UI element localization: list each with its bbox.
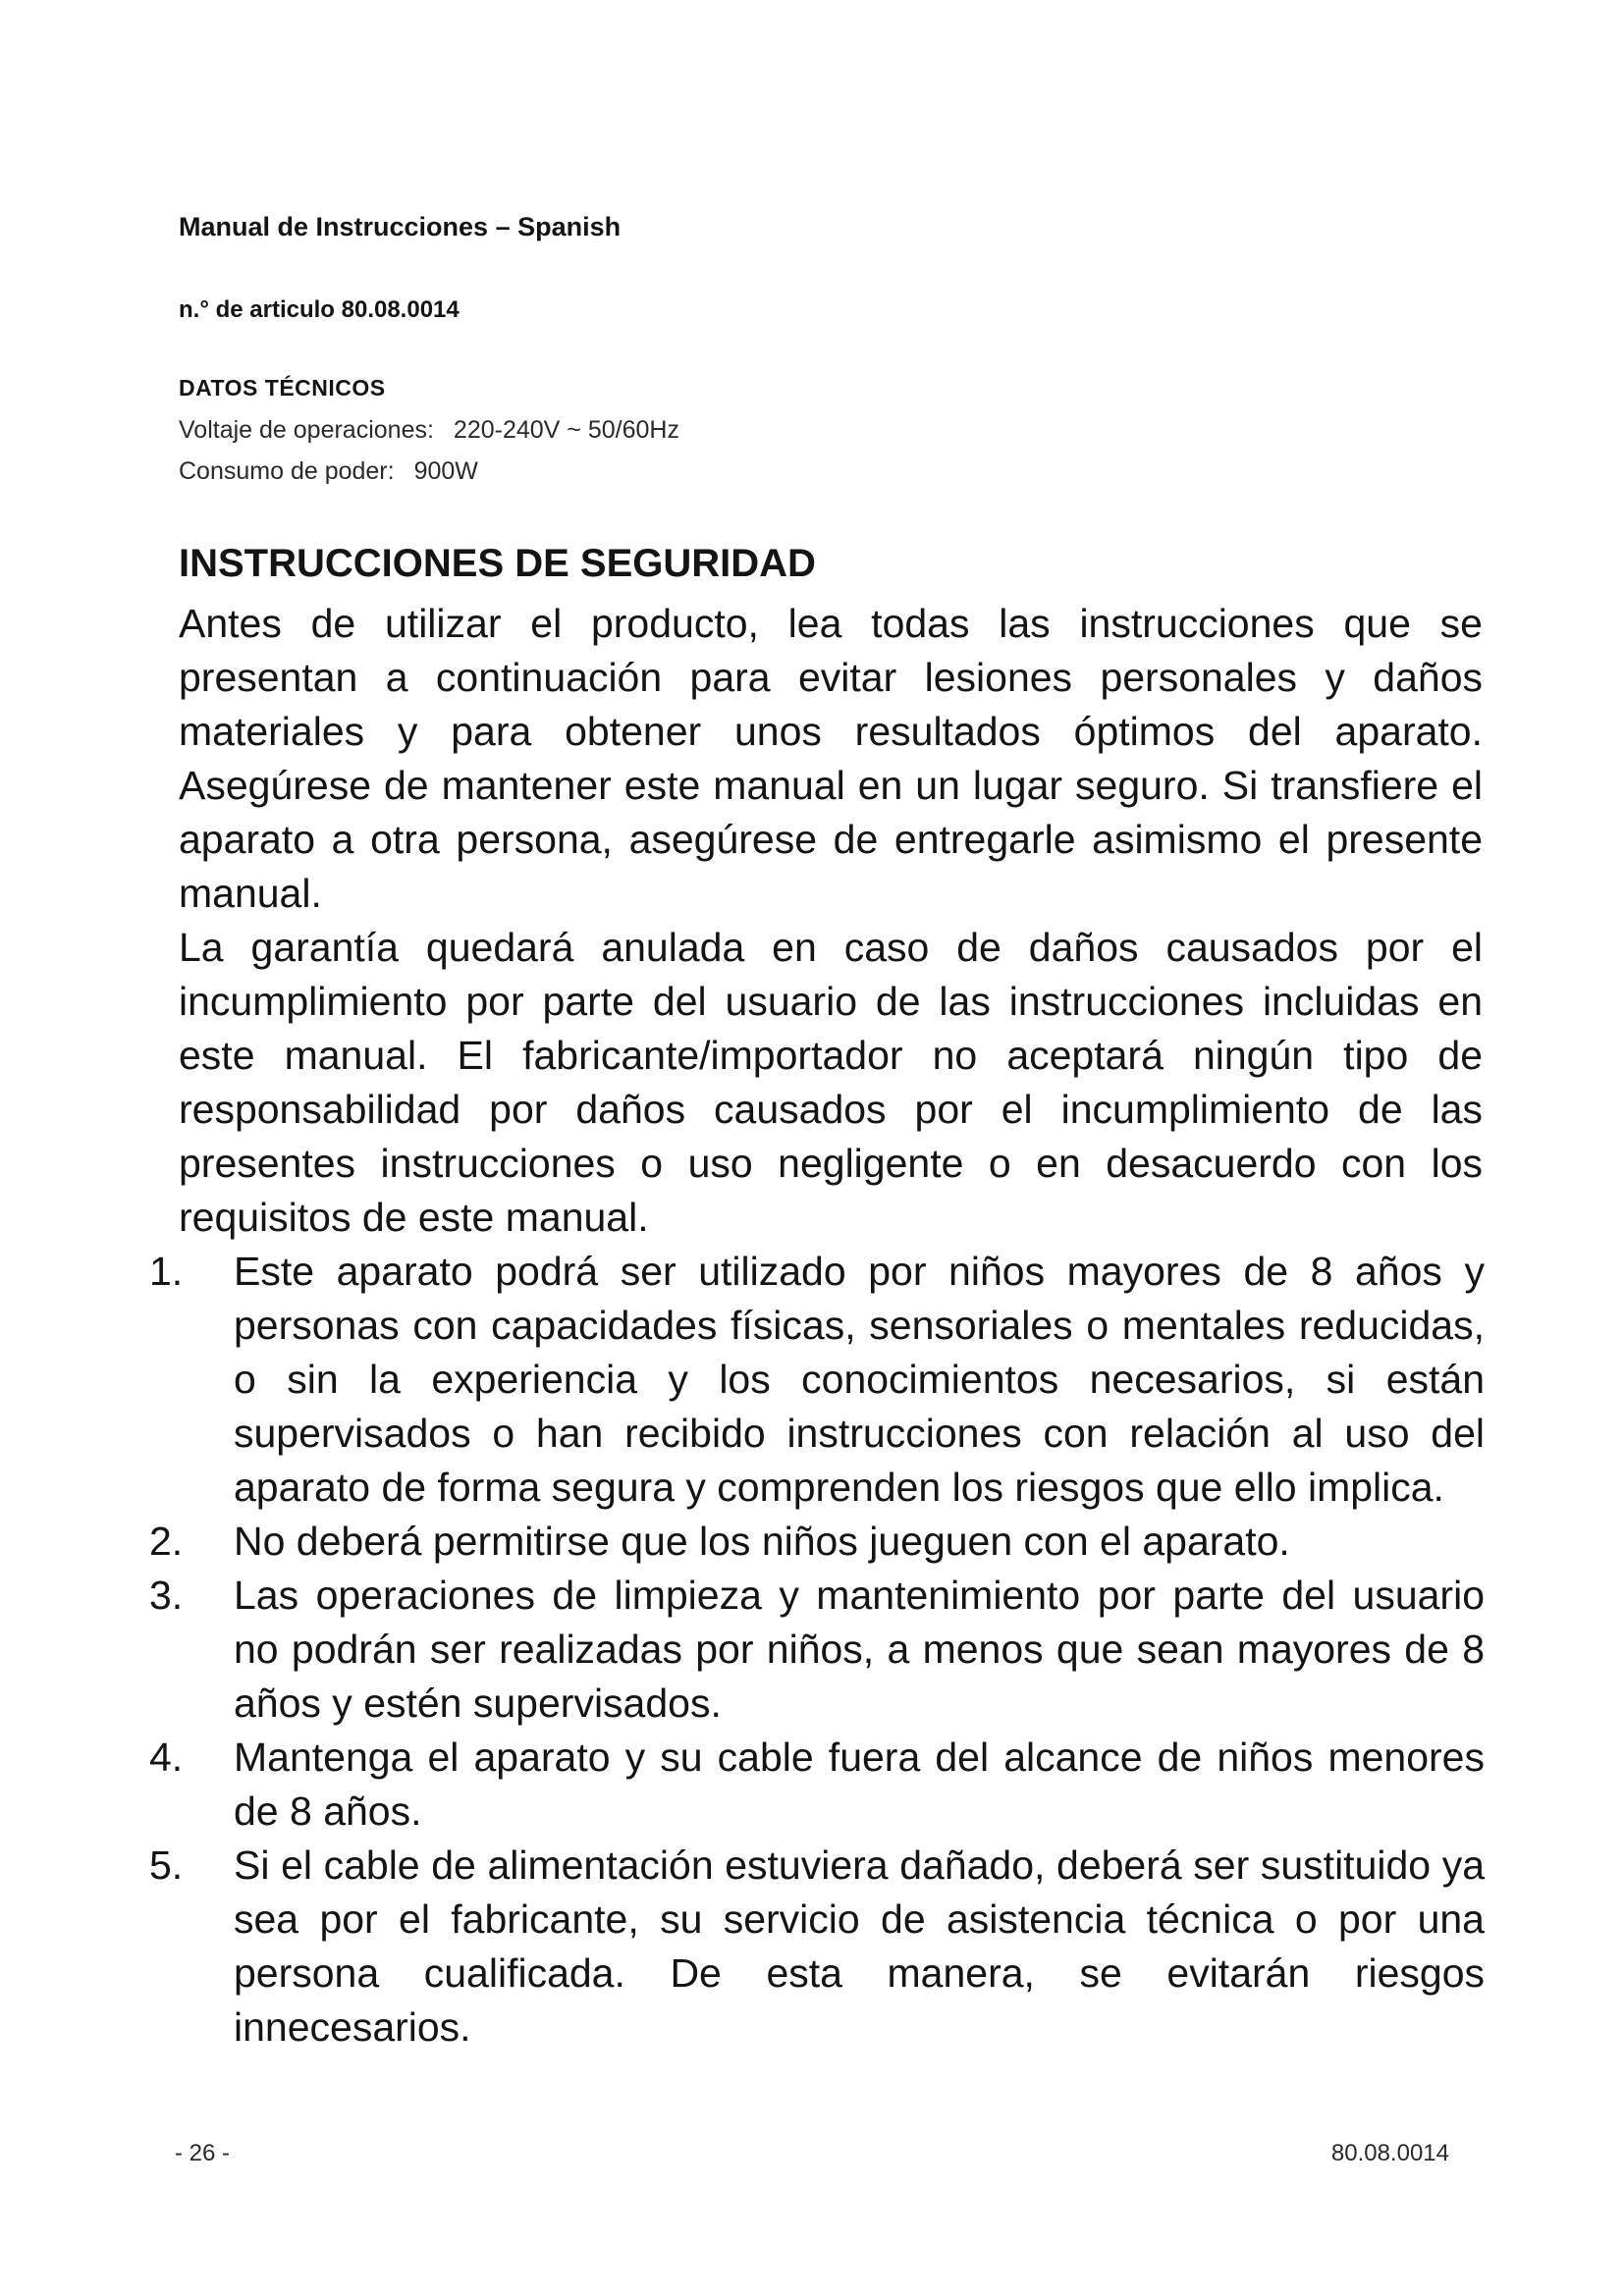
- list-item-text: Las operaciones de limpieza y mantenimiento por parte del usuario no podrán ser realizadas por niños, a menos que sean mayores de 8 años y estén supervisados.: [234, 1573, 1485, 1726]
- manual-title: Manual de Instrucciones – Spanish: [179, 212, 622, 241]
- footer-article-code: 80.08.0014: [1330, 2140, 1449, 2166]
- tech-data-title: DATOS TÉCNICOS: [179, 375, 386, 400]
- list-item-text: Mantenga el aparato y su cable fuera del alcance de niños menores de 8 años.: [234, 1735, 1485, 1834]
- spec-value: 220-240V ~ 50/60Hz: [453, 416, 679, 444]
- list-item: [149, 1731, 1485, 1839]
- list-item: [149, 1569, 1485, 1731]
- spec-label: Consumo de poder:: [179, 457, 395, 485]
- list-item-text: Este aparato podrá ser utilizado por niños mayores de 8 años y personas con capacidades físicas, sensoriales o mentales reducidas, o sin la experiencia y los conocimientos necesarios, si están supervisados o han recibido instrucciones con relación al uso del aparato de forma segura y comprenden los riesgos que ello implica.: [234, 1249, 1485, 1510]
- spec-row-power: [179, 457, 478, 486]
- list-item-text: Si el cable de alimentación estuviera dañado, deberá ser sustituido ya sea por el fabricante, su servicio de asistencia técnica o por una persona cualificada. De esta manera, se evitarán riesgos innecesarios.: [234, 1842, 1485, 2050]
- spec-value: 900W: [413, 457, 478, 485]
- list-item-number: 4.: [149, 1735, 184, 1780]
- list-item: [149, 1839, 1485, 2055]
- list-item-number: 3.: [149, 1573, 184, 1618]
- list-item-number: 5.: [149, 1842, 184, 1888]
- intro-paragraph: Antes de utilizar el producto, lea todas las instrucciones que se presentan a continuación para evitar lesiones personales y daños materiales y para obtener unos resultados óptimos del aparato. Asegúrese de mantener este manual en un lugar seguro. Si transfiere el aparato a otra persona, asegúrese de entregarle asimismo el presente manual.: [179, 601, 1483, 916]
- warranty-paragraph: La garantía quedará anulada en caso de daños causados por el incumplimiento por parte del usuario de las instrucciones incluidas en este manual. El fabricante/importador no aceptará ningún tipo de responsabilidad por daños causados por el incumplimiento de las presentes instrucciones o uso negligente o en desacuerdo con los requisitos de este manual.: [179, 925, 1483, 1240]
- article-number: n.° de articulo 80.08.0014: [179, 296, 460, 323]
- safety-list: [149, 1245, 1485, 2055]
- list-item-text: No deberá permitirse que los niños jueguen con el aparato.: [234, 1519, 1290, 1564]
- safety-title: INSTRUCCIONES DE SEGURIDAD: [179, 542, 816, 585]
- list-item: [149, 1515, 1485, 1569]
- list-item-number: 2.: [149, 1519, 184, 1564]
- list-item-number: 1.: [149, 1249, 184, 1294]
- spec-row-voltage: [179, 416, 679, 445]
- spec-label: Voltaje de operaciones:: [179, 416, 434, 444]
- page-number: - 26 -: [175, 2140, 231, 2166]
- list-item: [149, 1245, 1485, 1515]
